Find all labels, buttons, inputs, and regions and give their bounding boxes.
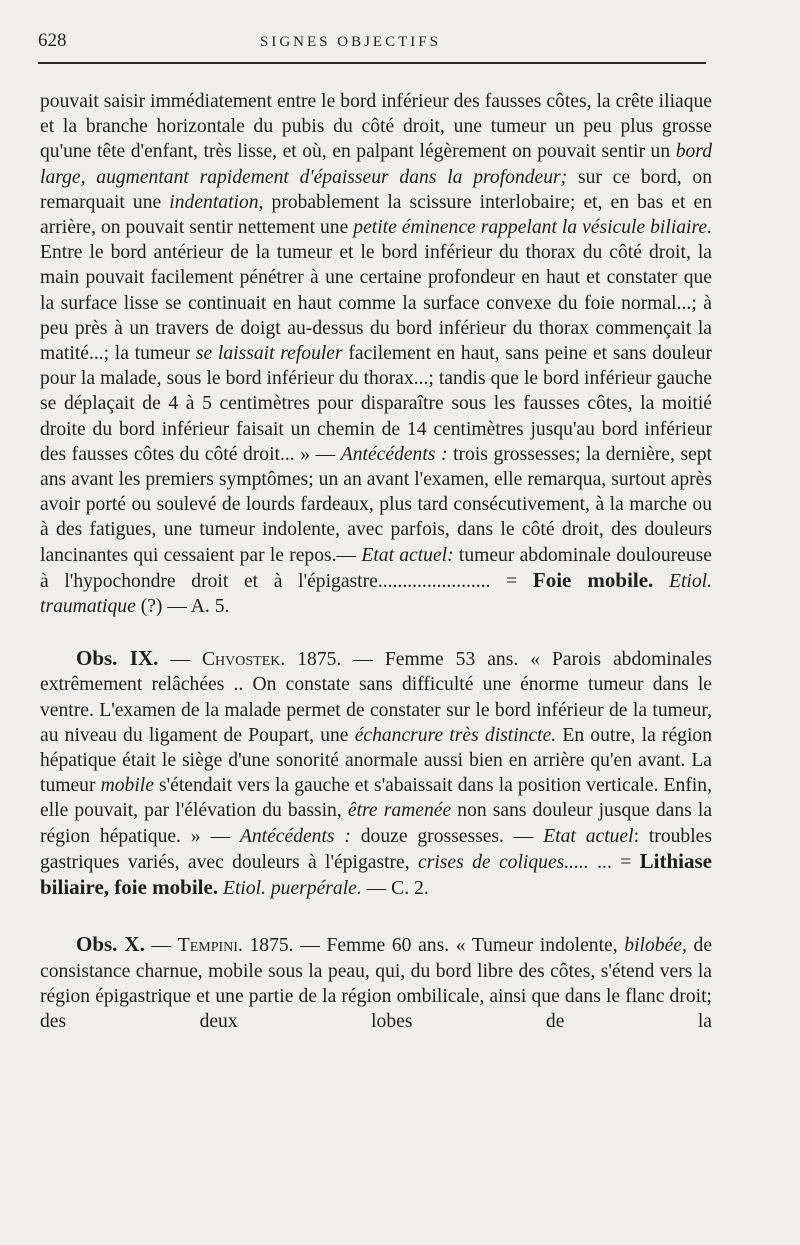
- page-body: [40, 89, 712, 1034]
- emphasis: bilobée,: [624, 935, 687, 957]
- header-rule: [38, 62, 706, 64]
- etiology: Etiol. traumatique: [40, 570, 712, 618]
- emphasis: bord large, augmentant rapidement d'épaisseur dans la profondeur;: [40, 141, 712, 188]
- diagnosis: Lithiase biliaire, foie mobile.: [40, 848, 712, 900]
- emphasis: échancrure très distincte.: [354, 724, 557, 746]
- author-name: Tempini: [177, 935, 238, 957]
- observation-ix: Obs. IX. — Chvostek. 1875. — Femme 53 ans. « Parois abdominales extrêmement relâchées .. On constate sans difficulté une énorme tumeur dans le ventre. L'examen de la malade permet de constater sur le bord inférieur de la tumeur, au niveau du ligament de Poupart, une échancrure très distincte. En outre, la région hépatique était le siège d'une sonorité anormale aussi bien en arrière qu'en avant. La tumeur mobile s'étendait vers la gauche et s'abaissait dans la position verticale. Enfin, elle pouvait, par l'élévation du bassin, être ramenée non sans douleur jusque dans la région hépatique. » — Antécédents : douze grossesses. — Etat actuel: troubles gastriques variés, avec douleurs à l'épigastre, crises de coliques..... ... = Lithiase biliaire, foie mobile. Etiol. puerpérale. — C. 2.: [40, 646, 713, 900]
- observation-x: Obs. X. — Tempini. 1875. — Femme 60 ans. « Tumeur indolente, bilobée, de consistance charnue, mobile sous la peau, qui, du bord libre des côtes, s'étend vers la région épigastrique et une partie de la région ombilicale, ainsi que dans le flanc droit; des deux lobes de la: [40, 932, 713, 1032]
- spacer: [40, 901, 712, 932]
- emphasis: Antécédents :: [340, 443, 448, 465]
- emphasis: crises de coliques.....: [418, 851, 589, 873]
- emphasis: Etat actuel:: [361, 544, 454, 566]
- paragraph-continuation: pouvait saisir immédiatement entre le bord inférieur des fausses côtes, la crête iliaque et la branche horizontale du pubis du côté droit, une tumeur un peu plus grosse qu'une tête d'enfant, très lisse, et où, en palpant légèrement on pouvait sentir un bord large, augmentant rapidement d'épaisseur dans la profondeur; sur ce bord, on remarquait une indentation, probablement la scissure interlobaire; et, en bas et en arrière, on pouvait sentir nettement une petite éminence rappelant la vésicule biliaire. Entre le bord antérieur de la tumeur et le bord inférieur du thorax du côté droit, la main pouvait facilement pénétrer à une certaine profondeur en haut et constater que la surface lisse se continuait en haut comme la surface convexe du foie normal...; à peu près à un travers de doigt au-dessus du bord inférieur du thorax commençait la matité...; la tumeur se laissait refouler facilement en haut, sans peine et sans douleur pour la malade, sous le bord inférieur du thorax...; tandis que le bord inférieur gauche se déplaçait de 4 à 5 centimètres pour disparaître sous les fausses côtes, la moitié droite du bord inférieur faisait un chemin de 14 centimètres jusqu'au bord inférieur des fausses côtes du côté droit... » — Antécédents : trois grossesses; la dernière, sept ans avant les premiers symptômes; un an avant l'examen, elle remarqua, surtout après avoir porté ou soulevé de lourds fardeaux, plus tard consécutivement, à la marche ou à des fatigues, une tumeur indolente, avec parfois, dans le côté droit, des douleurs lancinantes qui cessaient par le repos.— Etat actuel: tumeur abdominale douloureuse à l'hypochondre droit et à l'épigastre....................... = Foie mobile. Etiol. traumatique (?) — A. 5.: [40, 91, 713, 618]
- emphasis: être ramenée: [347, 800, 452, 822]
- etiology: Etiol. puerpérale.: [218, 878, 362, 900]
- emphasis: indentation,: [169, 191, 264, 213]
- spacer: [40, 619, 712, 646]
- page-header: [38, 30, 710, 60]
- running-title: SIGNES OBJECTIFS: [260, 34, 441, 50]
- emphasis: Antécédents :: [239, 825, 351, 847]
- author-name: Chvostek: [201, 649, 281, 671]
- observation-label: Obs. IX.: [76, 646, 159, 671]
- emphasis: se laissait refouler: [195, 343, 343, 365]
- emphasis: petite éminence rappelant la vésicule biliaire.: [353, 217, 712, 239]
- emphasis: mobile: [100, 775, 154, 797]
- emphasis: Etat actuel: [543, 825, 634, 847]
- observation-label: Obs. X.: [76, 932, 145, 957]
- page-number: 628: [38, 30, 67, 51]
- diagnosis: Foie mobile.: [532, 567, 654, 592]
